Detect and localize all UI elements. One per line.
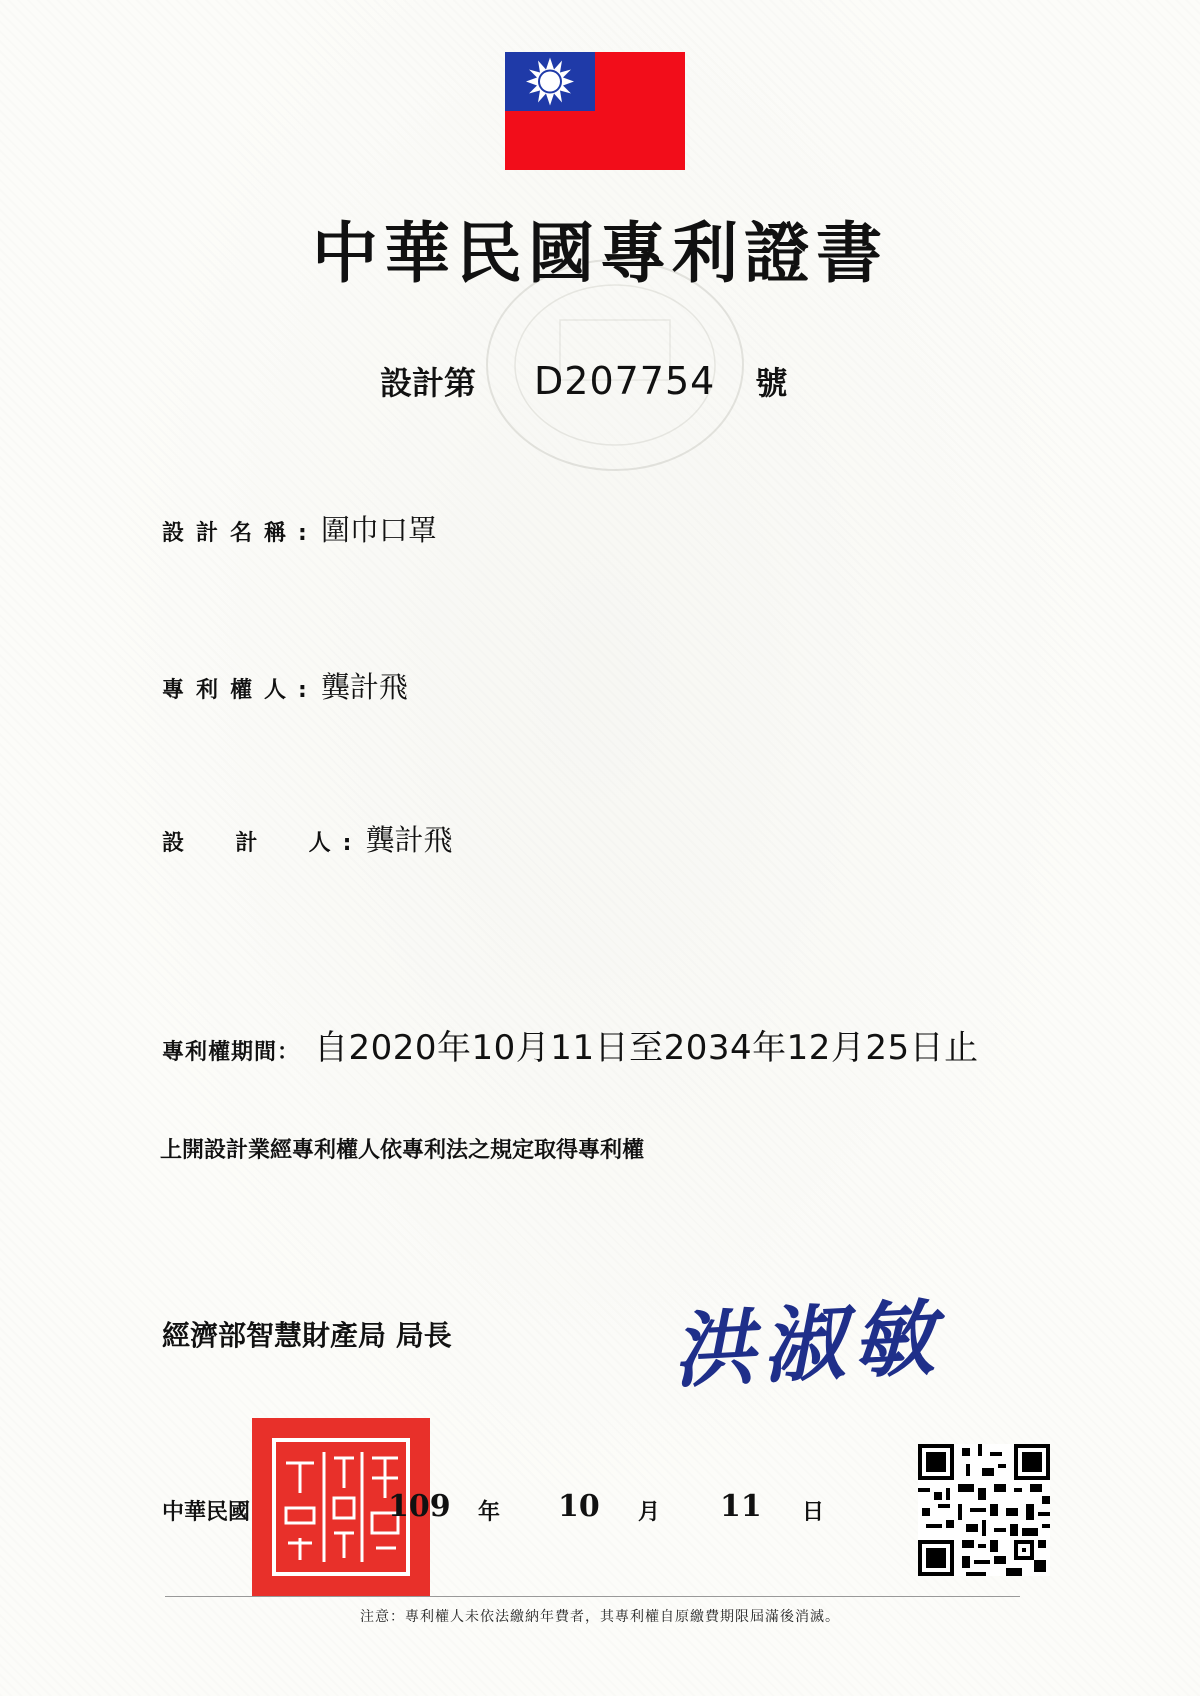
certificate-title: 中華民國專利證書 xyxy=(312,214,888,292)
number-suffix: 號 xyxy=(755,364,788,402)
qr-code[interactable] xyxy=(918,1444,1050,1576)
month-label: 月 xyxy=(638,1500,661,1525)
roc-flag xyxy=(505,52,685,170)
footer-note: 注意：專利權人未依法繳納年費者，其專利權自原繳費期限屆滿後消滅。 xyxy=(360,1609,840,1625)
designer-value: 龔計飛 xyxy=(365,823,453,857)
patent-term-label: 專利權期間： xyxy=(162,1040,301,1065)
patentee-label: 專利權人: xyxy=(162,678,319,703)
issue-year: 109 xyxy=(388,1489,451,1524)
design-name-label: 設計名稱: xyxy=(162,521,319,546)
year-label: 年 xyxy=(478,1500,501,1525)
patent-number: D207754 xyxy=(534,359,716,403)
patent-term-field xyxy=(162,1020,979,1069)
footer-divider xyxy=(165,1596,1020,1597)
patentee-value: 龔計飛 xyxy=(320,670,408,704)
designer-label: 設 計 人: xyxy=(162,831,364,856)
designer-field xyxy=(162,818,452,859)
patent-term-value: 自2020年10月11日至2034年12月25日止 xyxy=(314,1028,979,1068)
design-name-field xyxy=(162,508,437,549)
certificate-number-line xyxy=(380,358,787,404)
issue-month: 10 xyxy=(558,1489,600,1524)
issue-day: 11 xyxy=(720,1489,762,1524)
day-label: 日 xyxy=(802,1500,825,1525)
era-label: 中華民國 xyxy=(162,1500,251,1525)
number-prefix: 設計第 xyxy=(380,364,477,402)
declaration-text: 上開設計業經專利權人依專利法之規定取得專利權 xyxy=(160,1138,645,1163)
issuing-bureau: 經濟部智慧財產局 局長 xyxy=(162,1319,452,1352)
patentee-field xyxy=(162,665,408,706)
director-signature: 洪淑敏 xyxy=(670,1289,945,1400)
design-name-value: 圍巾口罩 xyxy=(320,513,437,547)
